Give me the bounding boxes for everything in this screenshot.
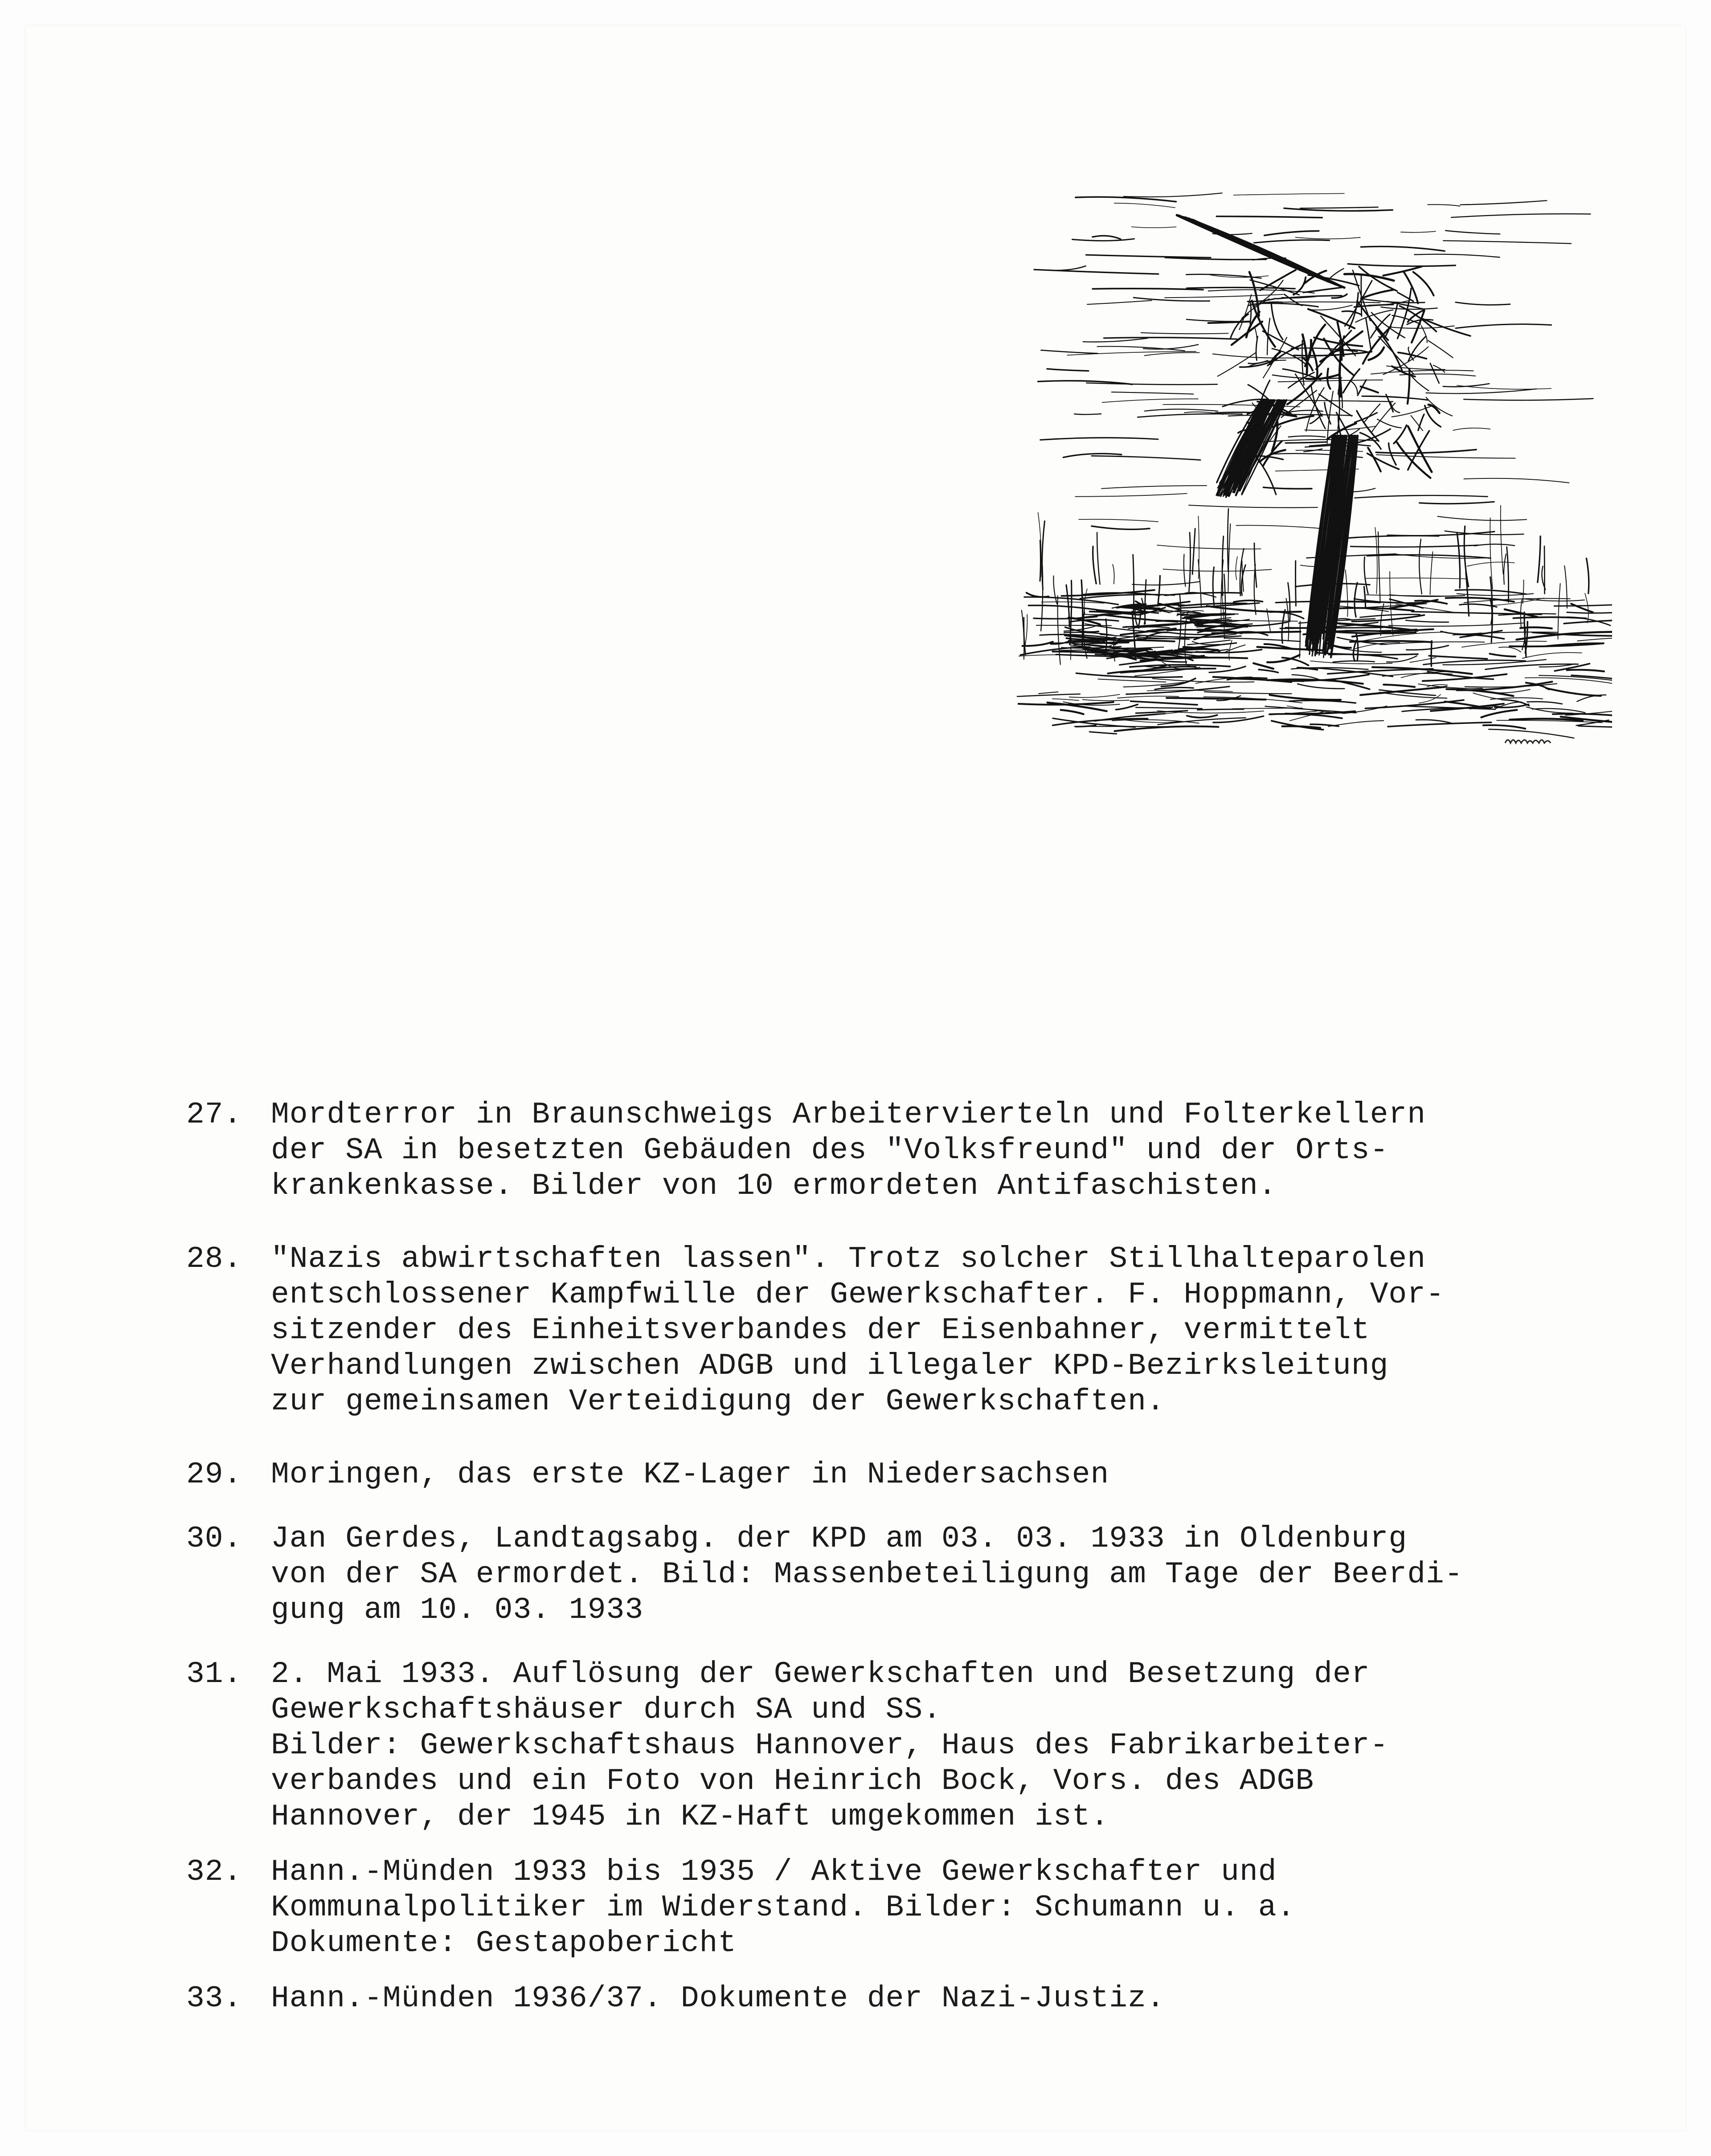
entry-line: entschlossener Kampfwille der Gewerkschafter. F. Hoppmann, Vor- xyxy=(271,1278,1445,1312)
entry-number: 29. xyxy=(186,1458,242,1492)
entry-line: Verhandlungen zwischen ADGB und illegaler KPD-Bezirksleitung xyxy=(271,1349,1389,1383)
entry-line: der SA in besetzten Gebäuden des "Volksfreund" und der Orts- xyxy=(271,1133,1389,1168)
entry-list xyxy=(186,1097,1657,2017)
entry-line: 2. Mai 1933. Auflösung der Gewerkschaften und Besetzung der xyxy=(271,1657,1370,1691)
soldier-sketch-image xyxy=(997,168,1612,783)
entry-line: zur gemeinsamen Verteidigung der Gewerkschaften. xyxy=(271,1384,1165,1419)
entry-line: Kommunalpolitiker im Widerstand. Bilder: Schumann u. a. xyxy=(271,1891,1296,1925)
entry-number: 28. xyxy=(186,1242,242,1276)
entry-line: verbandes und ein Foto von Heinrich Bock, Vors. des ADGB xyxy=(271,1764,1314,1798)
entry-line: Bilder: Gewerkschaftshaus Hannover, Haus des Fabrikarbeiter- xyxy=(271,1728,1389,1763)
entry-line: gung am 10. 03. 1933 xyxy=(271,1593,644,1627)
entry-30 xyxy=(186,1521,1657,1628)
entry-line: Hannover, der 1945 in KZ-Haft umgekommen ist. xyxy=(271,1800,1109,1834)
entry-number: 31. xyxy=(186,1657,242,1691)
entry-number: 30. xyxy=(186,1522,242,1556)
entry-27 xyxy=(186,1097,1657,1204)
entry-line: Jan Gerdes, Landtagsabg. der KPD am 03. 03. 1933 in Oldenburg xyxy=(271,1522,1408,1556)
entry-line: "Nazis abwirtschaften lassen". Trotz solcher Stillhalteparolen xyxy=(271,1242,1426,1276)
ink-illustration xyxy=(997,168,1612,783)
entry-line: Gewerkschaftshäuser durch SA und SS. xyxy=(271,1693,942,1727)
entry-29 xyxy=(186,1457,1657,1493)
entry-33 xyxy=(186,1981,1657,2017)
entry-line: Moringen, das erste KZ-Lager in Niedersachsen xyxy=(271,1458,1109,1492)
entry-32 xyxy=(186,1854,1657,1961)
entry-number: 32. xyxy=(186,1855,242,1889)
entry-line: Mordterror in Braunschweigs Arbeitervierteln und Folterkellern xyxy=(271,1098,1426,1132)
entry-number: 33. xyxy=(186,1981,242,2016)
signature-mark xyxy=(1505,740,1551,743)
entry-line: von der SA ermordet. Bild: Massenbeteiligung am Tage der Beerdi- xyxy=(271,1557,1463,1592)
document-page xyxy=(26,26,1685,2130)
entry-line: Hann.-Münden 1936/37. Dokumente der Nazi-Justiz. xyxy=(271,1981,1165,2016)
entry-28 xyxy=(186,1241,1657,1420)
entry-31 xyxy=(186,1657,1657,1835)
entry-line: Dokumente: Gestapobericht xyxy=(271,1926,737,1960)
entry-line: Hann.-Münden 1933 bis 1935 / Aktive Gewerkschafter und xyxy=(271,1855,1277,1889)
entry-line: sitzender des Einheitsverbandes der Eisenbahner, vermittelt xyxy=(271,1313,1370,1348)
entry-number: 27. xyxy=(186,1098,242,1132)
entry-line: krankenkasse. Bilder von 10 ermordeten Antifaschisten. xyxy=(271,1169,1277,1203)
